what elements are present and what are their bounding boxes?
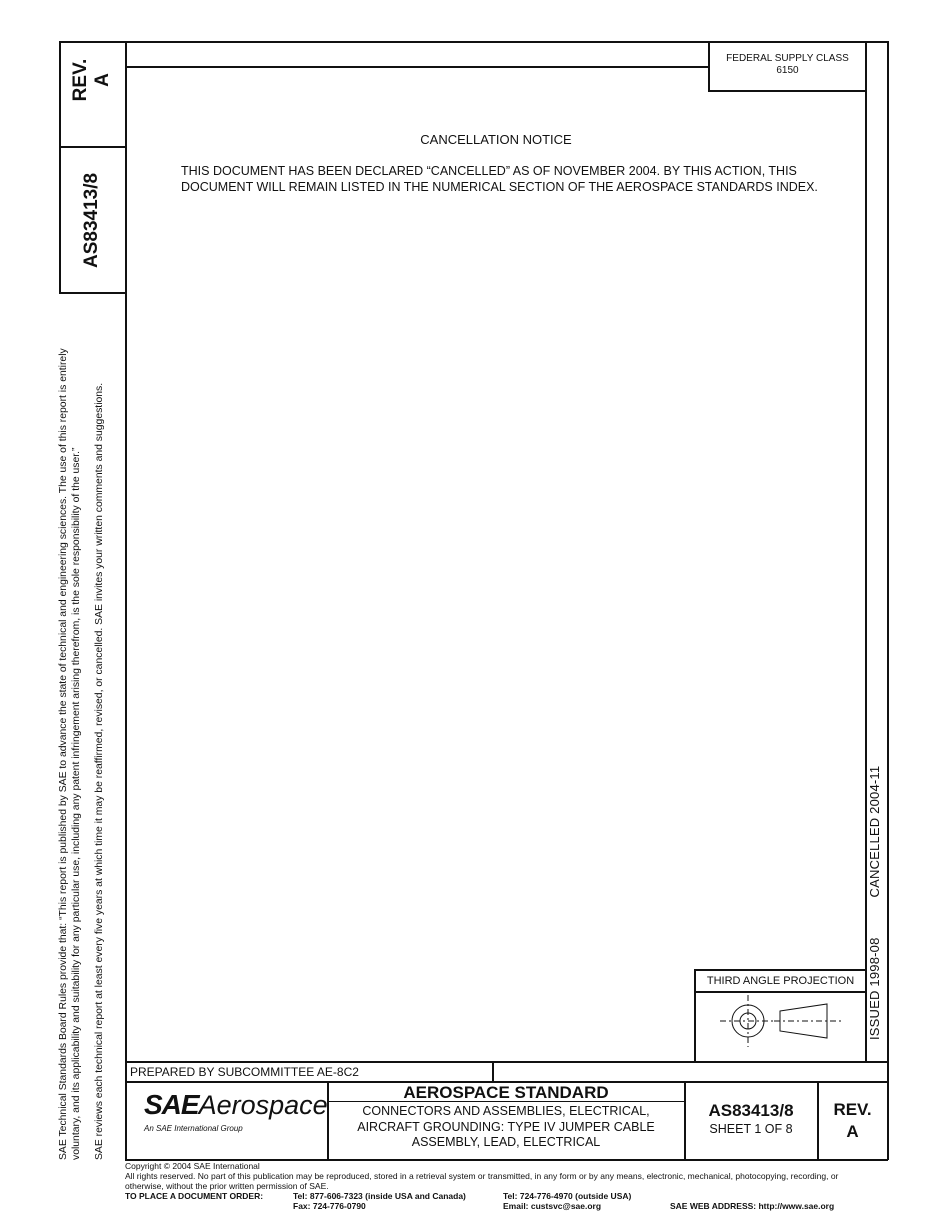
rights-notice: All rights reserved. No part of this publication may be reproduced, stored in a retrieval system or transmitted, in any form or by any means, electronic, mechanical, photocopying, recording, or (125, 1171, 839, 1181)
notice-line: DOCUMENT WILL REMAIN LISTED IN THE NUMERICAL SECTION OF THE AEROSPACE STANDARDS INDEX. (181, 180, 818, 194)
description-line: ASSEMBLY, LEAD, ELECTRICAL (411, 1135, 601, 1149)
rights-notice: otherwise, without the prior written permission of SAE. (125, 1181, 329, 1191)
left-rev (70, 40, 114, 120)
notice-title: CANCELLATION NOTICE (420, 132, 572, 147)
copyright: Copyright © 2004 SAE International (125, 1161, 260, 1171)
issued-date: ISSUED 1998-08 (867, 937, 882, 1040)
third-angle-projection-icon (696, 993, 865, 1061)
logo-subtitle: An SAE International Group (144, 1124, 243, 1133)
title-rev-value: A (846, 1122, 859, 1141)
disclaimer (58, 348, 83, 1160)
left-doc-number: AS83413/8 (81, 172, 102, 268)
disclaimer-line: voluntary, and its applicability and suitability for any particular use, including any patent infringement arising therefrom, is the sole responsibility of the user.” (70, 447, 82, 1160)
federal-supply-class (710, 53, 865, 77)
fsc-value: 6150 (776, 65, 799, 76)
email: Email: custsvc@sae.org (503, 1201, 602, 1211)
tel-inside: Tel: 877-606-7323 (inside USA and Canada) (293, 1191, 466, 1201)
left-rev-label: REV. (70, 58, 91, 102)
status-dates (867, 766, 882, 1040)
web-address[interactable]: SAE WEB ADDRESS: http://www.sae.org (670, 1201, 835, 1211)
prepared-by: PREPARED BY SUBCOMMITTEE AE-8C2 (130, 1065, 359, 1079)
left-rev-value: A (92, 73, 113, 87)
notice-body (181, 163, 851, 195)
sae-aerospace-logo (144, 1091, 328, 1133)
title-doc-number: AS83413/8 (708, 1101, 794, 1120)
title-rev-label: REV. (833, 1100, 872, 1119)
logo-sae: SAE (144, 1089, 199, 1120)
notice-block (126, 132, 866, 147)
description-line: AIRCRAFT GROUNDING: TYPE IV JUMPER CABLE (357, 1119, 655, 1134)
logo-aerospace: Aerospace (198, 1090, 328, 1120)
review-note: SAE reviews each technical report at least every five years at which time it may be reaffirmed, revised, or cancelled. SAE invites your written comments and suggestions. (94, 382, 105, 1160)
fax: Fax: 724-776-0790 (293, 1201, 366, 1211)
tel-outside: Tel: 724-776-4970 (outside USA) (503, 1191, 632, 1201)
disclaimer-line: SAE Technical Standards Board Rules provide that: “This report is published by SAE to advance the state of technical and engineering sciences. The use of this report is entirely (58, 348, 69, 1160)
order-label: TO PLACE A DOCUMENT ORDER: (125, 1191, 264, 1201)
sheet-number: SHEET 1 OF 8 (709, 1122, 793, 1136)
fsc-label: FEDERAL SUPPLY CLASS (726, 53, 849, 64)
cancelled-date: CANCELLED 2004-11 (867, 765, 882, 898)
standard-description (328, 1104, 684, 1151)
title-rev (818, 1099, 887, 1143)
description-line: CONNECTORS AND ASSEMBLIES, ELECTRICAL, (362, 1104, 650, 1118)
footer (125, 1161, 890, 1191)
notice-line: THIS DOCUMENT HAS BEEN DECLARED “CANCELLED” AS OF NOVEMBER 2004. BY THIS ACTION, THIS (181, 164, 797, 178)
projection-label: THIRD ANGLE PROJECTION (706, 975, 855, 987)
standard-type: AEROSPACE STANDARD (403, 1083, 609, 1102)
